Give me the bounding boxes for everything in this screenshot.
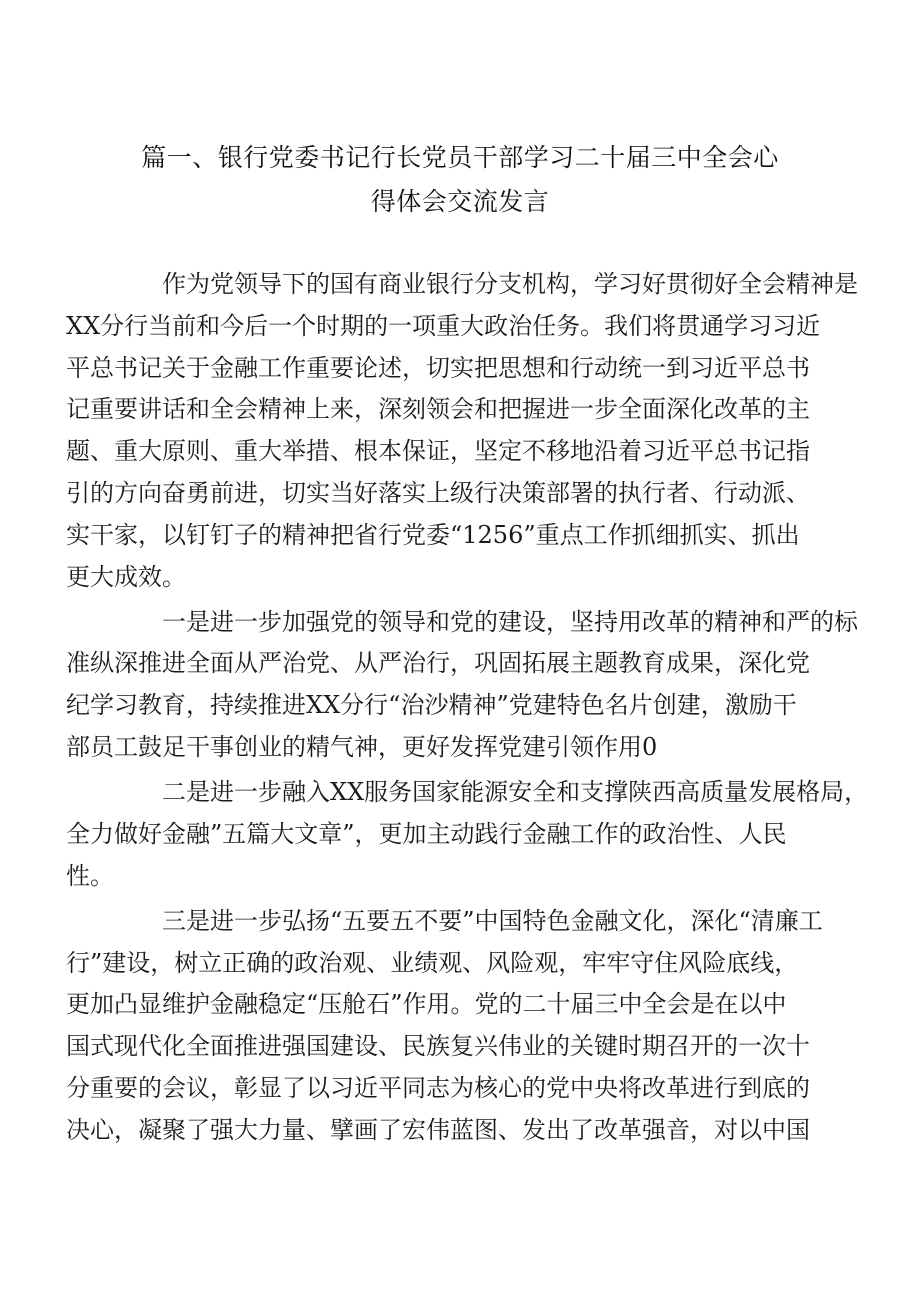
paragraph-line: 更大成效。 (66, 562, 186, 591)
paragraph-line: 决心，凝聚了强大力量、擘画了宏伟蓝图、发出了改革强音，对以中国 (66, 1115, 810, 1144)
paragraph (66, 901, 834, 1152)
paragraph-line: 分重要的会议，彰显了以习近平同志为核心的党中央将改革进行到底的 (66, 1074, 810, 1103)
paragraph-line: XX分行当前和今后一个时期的一项重大政治任务。我们将贯通学习习近 (66, 311, 821, 340)
paragraph-line: 引的方向奋勇前进，切实当好落实上级行决策部署的执行者、行动派、 (66, 478, 810, 507)
paragraph-line: 一是进一步加强党的领导和党的建设，坚持用改革的精神和严的标 (162, 607, 858, 636)
paragraph-line: 二是进一步融入XX服务国家能源安全和支撑陕西高质量发展格局， (162, 778, 869, 807)
paragraph-line: 国式现代化全面推进强国建设、民族复兴伟业的关键时期召开的一次十 (66, 1032, 810, 1061)
paragraph-line: 更加凸显维护金融稳定“压舱石”作用。党的二十届三中全会是在以中 (66, 990, 787, 1019)
paragraph-line: 记重要讲话和全会精神上来，深刻领会和把握进一步全面深化改革的主 (66, 395, 810, 424)
paragraph (66, 602, 858, 769)
paragraph-line: 准纵深推进全面从严治党、从严治行，巩固拓展主题教育成果，深化党 (66, 649, 810, 678)
paragraph-line: 三是进一步弘扬“五要五不要”中国特色金融文化，深化“清廉工 (162, 906, 823, 935)
document-body (66, 264, 869, 1155)
paragraph-line: 性。 (66, 861, 114, 890)
paragraph-line: 行”建设，树立正确的政治观、业绩观、风险观，牢牢守住风险底线， (66, 948, 799, 977)
paragraph-line: 纪学习教育，持续推进XX分行“治沙精神”党建特色名片创建，激励干 (66, 691, 797, 720)
paragraph-line: 题、重大原则、重大举措、根本保证，坚定不移地沿着习近平总书记指 (66, 437, 810, 466)
paragraph-line: 全力做好金融”五篇大文章”，更加主动践行金融工作的政治性、人民 (66, 819, 787, 848)
paragraph-line: 部员工鼓足干事创业的精气神，更好发挥党建引领作用0 (66, 733, 658, 762)
paragraph (66, 772, 869, 897)
paragraph (66, 264, 858, 598)
paragraph-line: 平总书记关于金融工作重要论述，切实把思想和行动统一到习近平总书 (66, 353, 810, 382)
document-title (0, 136, 920, 224)
title-line-2: 得体会交流发言 (370, 187, 550, 216)
paragraph-line: 实干家，以钉钉子的精神把省行党委“1256”重点工作抓细抓实、抓出 (66, 520, 800, 549)
paragraph-line: 作为党领导下的国有商业银行分支机构，学习好贯彻好全会精神是 (162, 270, 858, 298)
title-line-1: 篇一、银行党委书记行长党员干部学习二十届三中全会心 (141, 143, 779, 172)
